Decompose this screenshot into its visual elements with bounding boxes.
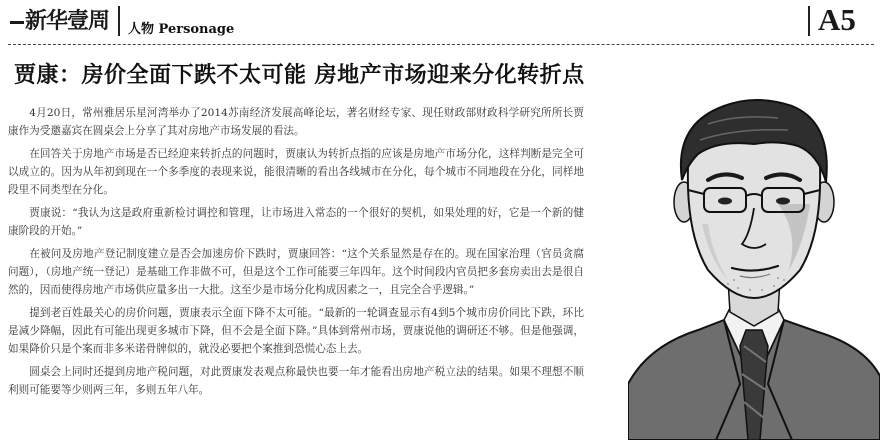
paragraph-2: 在回答关于房地产市场是否已经迎来转折点的问题时，贾康认为转折点指的应该是房地产市场分化，这样判断是完全可以成立的。因为从年初到现在一个多季度的表现来说，能很清晰的看出各线城市在分化，每个城市不同地段在分化，同样地段里不同类型在分化。 bbox=[8, 148, 584, 196]
paragraph-1: 4月20日，常州雅居乐星河湾举办了2014苏南经济发展高峰论坛，著名财经专家、现任财政部财政科学研究所所长贾康作为受邀嘉宾在圆桌会上分享了其对房地产市场发展的看法。 bbox=[8, 107, 584, 137]
paragraph-5: 提到老百姓最关心的房价问题，贾康表示全面下降不太可能。“最新的一轮调查显示有4到5个城市房价同比下跌，环比是减少降幅，因此有可能出现更多城市下降，但不会是全面下降。”具体到常州市场，贾康说他的调研还不够。但是他强调，如果降价只是个案而非多米诺骨牌似的，就没必要把个案推到恐慌心态上去。 bbox=[8, 307, 584, 355]
masthead-logo bbox=[10, 6, 109, 38]
page-number: A5 bbox=[818, 2, 856, 37]
header-rule bbox=[8, 44, 874, 45]
masthead-text: 新华壹周 bbox=[25, 9, 110, 34]
section-label: 人物 Personage bbox=[128, 22, 235, 37]
portrait-illustration bbox=[628, 84, 880, 440]
paragraph-4: 在被问及房地产登记制度建立是否会加速房价下跌时，贾康回答：“这个关系显然是存在的。现在国家治理（官员贪腐问题），（房地产统一登记）是基础工作非做不可，但是这个工作可能要三年四年。这个时间段内官员把多套房卖出去是很自然的，因而使得房地产市场供应量多出一大批。这至少是市场分化构成因素之一，且完全合乎逻辑。” bbox=[8, 248, 584, 296]
article-body bbox=[8, 104, 584, 404]
paragraph-3: 贾康说：“我认为这是政府重新检讨调控和管理，让市场进入常态的一个很好的契机，如果处理的好，它是一个新的健康阶段的开始。” bbox=[8, 207, 584, 237]
headline: 贾康：房价全面下跌不太可能 房地产市场迎来分化转折点 bbox=[14, 63, 585, 88]
masthead-divider bbox=[118, 6, 120, 36]
page-header bbox=[0, 0, 880, 44]
masthead-dash bbox=[10, 21, 24, 24]
page-number-divider bbox=[808, 6, 810, 36]
paragraph-6: 圆桌会上同时还提到房地产税问题，对此贾康发表观点称最快也要一年才能看出房地产税立法的结果。如果不理想不顺利则可能要等少则两三年，多则五年八年。 bbox=[8, 366, 584, 396]
